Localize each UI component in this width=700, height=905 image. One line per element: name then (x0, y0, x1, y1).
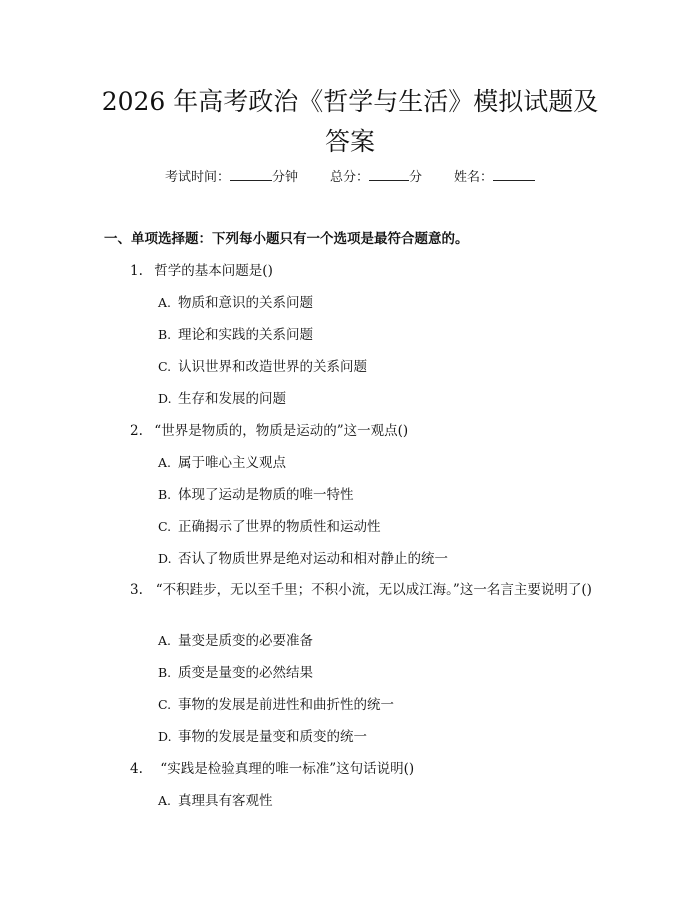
question-4 (130, 759, 414, 779)
option-letter: A. (158, 295, 172, 310)
option-letter: A. (158, 455, 172, 470)
question-1-option-b (158, 325, 313, 345)
option-text: 认识世界和改造世界的关系问题 (178, 359, 367, 375)
question-number: 3. (130, 582, 143, 598)
name-field (454, 168, 535, 187)
name-label: 姓名： (454, 170, 494, 185)
name-blank (493, 168, 535, 181)
exam-time-field (165, 168, 298, 187)
total-score-label: 总分： (330, 170, 370, 185)
total-score-unit: 分 (409, 170, 423, 185)
exam-time-unit: 分钟 (272, 170, 299, 185)
question-2-option-a (158, 453, 286, 473)
question-text: “实践是检验真理的唯一标准”这句话说明() (160, 761, 415, 777)
question-text: “不积跬步，无以至千里；不积小流，无以成江海。”这一名言主要说明了() (155, 582, 592, 598)
question-2-option-b (158, 485, 354, 505)
option-letter: C. (158, 697, 172, 712)
question-3 (104, 578, 604, 602)
question-1-option-d (158, 389, 286, 409)
option-text: 量变是质变的必要准备 (178, 633, 313, 649)
question-text: “世界是物质的，物质是运动的”这一观点() (154, 423, 409, 439)
option-letter: A. (158, 633, 172, 648)
question-4-option-a (158, 791, 273, 811)
option-text: 质变是量变的必然结果 (178, 665, 313, 681)
option-letter: A. (158, 793, 172, 808)
question-number: 1. (130, 263, 143, 279)
question-3-option-a (158, 631, 313, 651)
exam-time-blank (230, 168, 272, 181)
question-3-option-c (158, 695, 394, 715)
question-2 (130, 421, 408, 441)
option-letter: D. (158, 391, 172, 406)
total-score-blank (369, 168, 409, 181)
exam-time-label: 考试时间： (165, 170, 231, 185)
total-score-field (330, 168, 422, 187)
option-letter: B. (158, 487, 172, 502)
document-title: 2026 年高考政治《哲学与生活》模拟试题及答案 (101, 87, 599, 156)
option-letter: B. (158, 327, 172, 342)
option-text: 正确揭示了世界的物质性和运动性 (178, 519, 381, 535)
question-text: 哲学的基本问题是() (154, 263, 273, 279)
question-1 (130, 261, 273, 281)
option-text: 理论和实践的关系问题 (178, 327, 313, 343)
question-2-option-d (158, 549, 448, 569)
question-number: 2. (130, 423, 143, 439)
question-1-option-a (158, 293, 313, 313)
section-heading: 一、单项选择题：下列每小题只有一个选项是最符合题意的。 (104, 231, 469, 247)
question-3-option-b (158, 663, 313, 683)
question-1-option-c (158, 357, 367, 377)
question-number: 4. (130, 761, 143, 777)
option-text: 生存和发展的问题 (178, 391, 286, 407)
option-text: 物质和意识的关系问题 (178, 295, 313, 311)
option-letter: D. (158, 551, 172, 566)
option-letter: C. (158, 359, 172, 374)
option-text: 体现了运动是物质的唯一特性 (178, 487, 354, 503)
option-letter: B. (158, 665, 172, 680)
option-text: 事物的发展是前进性和曲折性的统一 (178, 697, 394, 713)
option-letter: D. (158, 729, 172, 744)
question-3-option-d (158, 727, 367, 747)
option-text: 事物的发展是量变和质变的统一 (178, 729, 367, 745)
option-text: 否认了物质世界是绝对运动和相对静止的统一 (178, 551, 448, 567)
option-text: 属于唯心主义观点 (178, 455, 286, 471)
question-2-option-c (158, 517, 381, 537)
option-letter: C. (158, 519, 172, 534)
option-text: 真理具有客观性 (178, 793, 273, 809)
